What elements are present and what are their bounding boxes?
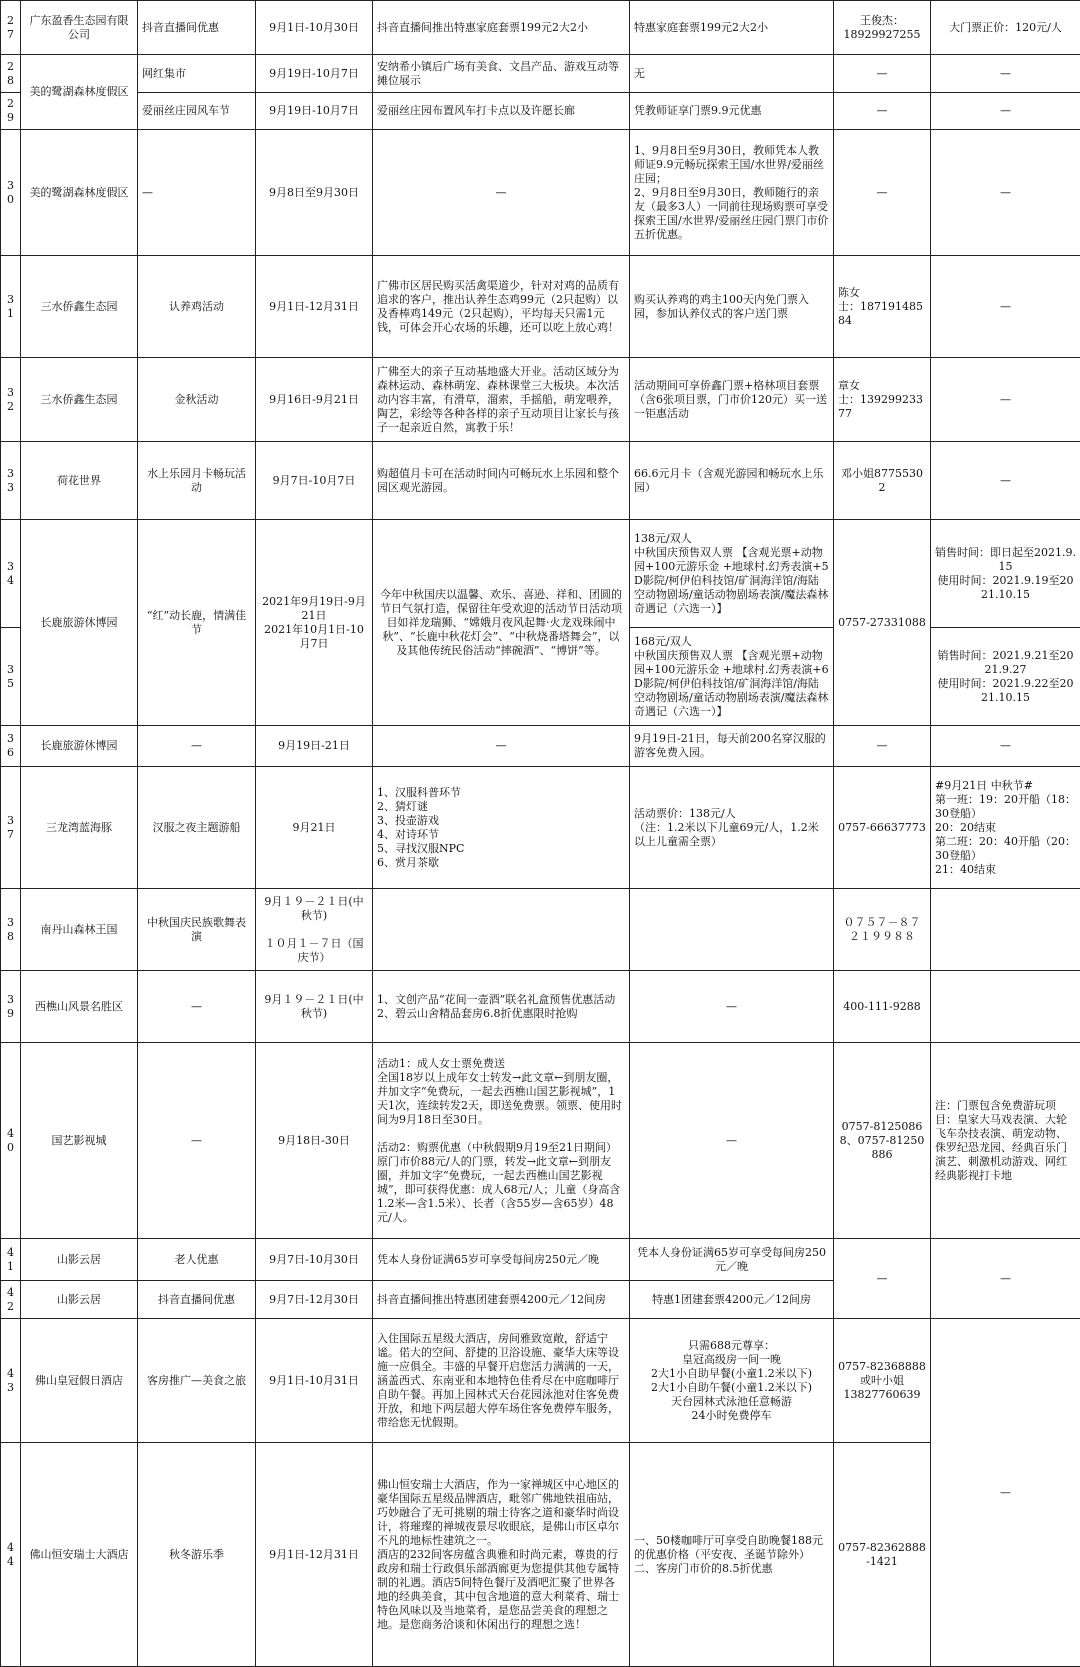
table-row [1,726,1080,767]
contact-cell: 章女 士：13929923377 [834,358,931,442]
content-cell: 1、文创产品“花间一壶酒”联名礼盒预售优惠活动 2、碧云山舍精品套房6.8折优惠限时抢购 [373,971,630,1043]
contact-cell: — [834,726,931,767]
offer-cell: — [630,971,834,1043]
row-number: 42 [1,1281,21,1319]
contact-cell: 陈女 士：18719148584 [834,256,931,358]
contact-cell: 0757-27331088 [834,520,931,726]
time-cell: 9月7日-12月30日 [256,1281,373,1319]
content-cell: 佛山恒安瑞士大酒店，作为一家禅城区中心地区的豪华国际五星级品牌酒店，毗邻广佛地铁祖庙站，巧妙融合了无可挑剔的瑞士待客之道和豪华时尚设计，将璀璨的禅城夜景尽收眼底，是佛山市区卓尔不凡的地标性建筑之一。 酒店的232间客房蕴含典雅和时尚元素，尊贵的行政房和瑞士行政俱乐部酒廊更为您提供其他专属特制的礼遇。酒店5间特色餐厅及酒吧汇聚了世界各地的经典美食，其中包含地道的意大利菜肴、瑞士特色风味以及当地菜肴，是您品尝美食的理想之地。是您商务洽谈和休闲出行的理想之选！ [373,1443,630,1667]
row-number: 35 [1,628,21,726]
venue-cell: 长鹿旅游休博园 [21,726,138,767]
table-row [1,130,1080,256]
time-cell: 2021年9月19日-9月21日 2021年10月1日-10月7日 [256,520,373,726]
venue-cell: 长鹿旅游休博园 [21,520,138,726]
offer-cell: 9月19日-21日，每天前200名穿汉服的游客免费入园。 [630,726,834,767]
offer-cell: 凭本人身份证满65岁可享受每间房250元／晚 [630,1239,834,1281]
note-cell: 销售时间：即日起至2021.9.15 使用时间：2021.9.19至2021.10.15 [931,520,1080,628]
note-cell: — [931,93,1080,130]
venue-cell: 南丹山森林王国 [21,889,138,971]
row-number: 27 [1,1,21,55]
contact-cell: — [834,93,931,130]
note-cell: — [931,55,1080,93]
row-number: 30 [1,130,21,256]
offer-cell: 一、50楼咖啡厅可享受自助晚餐188元的优惠价格（平安夜、圣诞节除外） 二、客房门市价的8.5折优惠 [630,1443,834,1667]
table-row [1,1,1080,55]
note-cell [931,971,1080,1043]
note-cell: 注：门票包含免费游玩项目：皇家大马戏表演、大轮飞车杂技表演、萌宠动物、侏罗纪恐龙园、经典百乐门演艺、刺激机动游戏、网红经典影视打卡地 [931,1043,1080,1239]
offer-cell: 只需688元尊享： 皇冠高级房一间一晚 2大1小自助早餐(小童1.2米以下) 2大1小自助午餐(小童1.2米以下) 天台园林式泳池任意畅游 24小时免费停车 [630,1319,834,1443]
note-cell: 大门票正价：120元/人 [931,1,1080,55]
content-cell: 入住国际五星级大酒店，房间雅致宽敞，舒适宁谧。偌大的空间、舒捷的卫浴设施、豪华大床等设施一应俱全。丰盛的早餐开启您活力满满的一天，涵盖西式、东南亚和本地特色佳肴尽在中庭咖啡厅自助午餐。再加上园林式天台花园泳池对住客免费开放，和地下两层超大停车场住客免费停车服务，带给您无忧假期。 [373,1319,630,1443]
offer-cell: 活动票价：138元/人 （注：1.2米以下儿童69元/人，1.2米以上儿童需全票） [630,767,834,889]
table-row [1,1239,1080,1281]
venue-cell: 三水侨鑫生态园 [21,256,138,358]
content-cell: 1、汉服科普环节 2、猜灯谜 3、投壶游戏 4、对诗环节 5、寻找汉服NPC 6、赏月茶歇 [373,767,630,889]
activity-cell: — [138,971,256,1043]
venue-cell: 山影云居 [21,1239,138,1281]
venue-cell: 美的鹭湖森林度假区 [21,55,138,130]
venue-cell: 西樵山风景名胜区 [21,971,138,1043]
table-row [1,889,1080,971]
activity-cell: 抖音直播间优惠 [138,1281,256,1319]
contact-cell: — [834,130,931,256]
row-number: 32 [1,358,21,442]
table-row [1,55,1080,93]
offer-cell: 活动期间可享侨鑫门票+格林项目套票（含6张项目票，门市价120元）买一送一钜惠活动 [630,358,834,442]
table-row [1,1043,1080,1239]
activity-cell: 水上乐园月卡畅玩活动 [138,442,256,520]
offer-cell: 66.6元月卡（含观光游园和畅玩水上乐园） [630,442,834,520]
time-cell: 9月１９－２１日(中秋节) [256,971,373,1043]
content-cell: 广佛市区居民购买活禽渠道少，针对对鸡的品质有追求的客户，推出认养生态鸡99元（2只起购）以及香棒鸡149元（2只起购），平均每天只需1元钱，可体会开心农场的乐趣，还可以吃上放心鸡！ [373,256,630,358]
row-number: 36 [1,726,21,767]
note-cell: — [931,256,1080,358]
table-row [1,767,1080,889]
contact-cell: 0757-66637773 [834,767,931,889]
contact-cell: 邓小姐87755302 [834,442,931,520]
time-cell: 9月1日-10月31日 [256,1319,373,1443]
contact-cell: — [834,55,931,93]
content-cell: 凭本人身份证满65岁可享受每间房250元／晚 [373,1239,630,1281]
content-cell: 广佛至大的亲子互动基地盛大开业。活动区域分为森林运动、森林萌宠、森林课堂三大板块。本次活动内容丰富，有滑草，溜索，手摇船，萌宠喂养，陶艺，彩绘等各种各样的亲子互动项目让家长与孩子一起亲近自然，寓教于乐！ [373,358,630,442]
offer-cell: 购买认养鸡的鸡主100天内免门票入园，参加认养仪式的客户送门票 [630,256,834,358]
venue-cell: 广东盈香生态园有限公司 [21,1,138,55]
time-cell: 9月19日-10月7日 [256,93,373,130]
row-number: 31 [1,256,21,358]
note-cell: — [931,1319,1080,1667]
table-row [1,1319,1080,1443]
venue-cell: 佛山皇冠假日酒店 [21,1319,138,1443]
time-cell: 9月1日-12月31日 [256,1443,373,1667]
content-cell: — [373,130,630,256]
note-cell: 销售时间：2021.9.21至2021.9.27 使用时间：2021.9.22至2021.10.15 [931,628,1080,726]
table-row [1,358,1080,442]
time-cell: 9月8日至9月30日 [256,130,373,256]
contact-cell: 0757-81250868、0757-81250886 [834,1043,931,1239]
contact-cell: — [834,1239,931,1319]
time-cell: 9月１９－２１日(中秋节) １０月１－７日（国庆节） [256,889,373,971]
content-cell: — [373,726,630,767]
time-cell: 9月16日-9月21日 [256,358,373,442]
note-cell: — [931,130,1080,256]
contact-cell: ０７５７－８７ ２１９９８８ [834,889,931,971]
content-cell: 爱丽丝庄园布置风车打卡点以及许愿长廊 [373,93,630,130]
row-number: 37 [1,767,21,889]
table-row [1,1443,1080,1667]
offer-cell: 138元/双人 中秋国庆预售双人票 【含观光票+动物园+100元游乐金 +地球村.幻秀表演+5D影院/柯伊伯科技馆/矿洞海洋馆/海陆空动物剧场/童话动物剧场表演/魔法森林奇遇记（六选一）】 [630,520,834,628]
contact-cell: 0757-82368888 或叶小姐 13827760639 [834,1319,931,1443]
offer-cell: 凭教师证享门票9.9元优惠 [630,93,834,130]
time-cell: 9月1日-12月31日 [256,256,373,358]
activity-cell: 爱丽丝庄园风车节 [138,93,256,130]
offer-cell: 1、9月8日至9月30日，教师凭本人教师证9.9元畅玩探索王国/水世界/爱丽丝庄园； 2、9月8日至9月30日，教师随行的亲友（最多3人）一同前往现场购票可享受探索王国/水世界/爱丽丝庄园门票门市价五折优惠。 [630,130,834,256]
offer-cell: 168元/双人 中秋国庆预售双人票 【含观光票+动物园+100元游乐金 +地球村.幻秀表演+6D影院/柯伊伯科技馆/矿洞海洋馆/海陆空动物剧场/童话动物剧场表演/魔法森林奇遇记（六选一）】 [630,628,834,726]
venue-cell: 美的鹭湖森林度假区 [21,130,138,256]
table-row [1,520,1080,628]
venue-cell: 荷花世界 [21,442,138,520]
venue-cell: 山影云居 [21,1281,138,1319]
row-number: 34 [1,520,21,628]
time-cell: 9月19日-10月7日 [256,55,373,93]
activity-cell: 认养鸡活动 [138,256,256,358]
contact-cell: 0757-82362888-1421 [834,1443,931,1667]
time-cell: 9月7日-10月7日 [256,442,373,520]
time-cell: 9月18日-30日 [256,1043,373,1239]
activity-cell: 金秋活动 [138,358,256,442]
content-cell: 抖音直播间推出特惠团建套票4200元／12间房 [373,1281,630,1319]
note-cell: — [931,1239,1080,1319]
activity-cell: “红”动长鹿，情满佳节 [138,520,256,726]
row-number: 40 [1,1043,21,1239]
row-number: 33 [1,442,21,520]
offer-cell: — [630,1043,834,1239]
table-row [1,93,1080,130]
time-cell: 9月19日-21日 [256,726,373,767]
row-number: 44 [1,1443,21,1667]
content-cell [373,889,630,971]
activity-cell: 客房推广—美食之旅 [138,1319,256,1443]
time-cell: 9月7日-10月30日 [256,1239,373,1281]
venue-cell: 三水侨鑫生态园 [21,358,138,442]
note-cell [931,889,1080,971]
activity-cell: — [138,1043,256,1239]
offer-cell: 特惠家庭套票199元2大2小 [630,1,834,55]
row-number: 38 [1,889,21,971]
activity-cell: 中秋国庆民族歌舞表演 [138,889,256,971]
contact-cell: 王俊杰： 18929927255 [834,1,931,55]
activity-cell: — [138,130,256,256]
activity-cell: 抖音直播间优惠 [138,1,256,55]
venue-cell: 国艺影视城 [21,1043,138,1239]
table-row [1,442,1080,520]
content-cell: 活动1：成人女士票免费送 全国18岁以上成年女士转发→此文章←到朋友圈，并加文字“免费玩，一起去西樵山国艺影视城”，1天1次，连续转发2天，即送免费票。领票、使用时间为9月18日至30日。 活动2：购票优惠（中秋假期9月19至21日期间）原门市价88元/人的门票，转发→此文章←到朋友圈，并加文字“免费玩，一起去西樵山国艺影视城”，即可获得优惠：成人68元/人；儿童（身高含1.2米—含1.5米）、长者（含55岁—含65岁）48元/人。 [373,1043,630,1239]
activity-cell: — [138,726,256,767]
row-number: 28 [1,55,21,93]
row-number: 41 [1,1239,21,1281]
row-number: 29 [1,93,21,130]
offer-cell: 特惠1团建套票4200元／12间房 [630,1281,834,1319]
venue-cell: 三龙湾蓝海豚 [21,767,138,889]
activity-cell: 秋冬游乐季 [138,1443,256,1667]
table-row [1,256,1080,358]
venue-cell: 佛山恒安瑞士大酒店 [21,1443,138,1667]
time-cell: 9月1日-10月30日 [256,1,373,55]
content-cell: 抖音直播间推出特惠家庭套票199元2大2小 [373,1,630,55]
offer-cell: 无 [630,55,834,93]
activity-cell: 网红集市 [138,55,256,93]
note-cell: — [931,358,1080,442]
row-number: 43 [1,1319,21,1443]
time-cell: 9月21日 [256,767,373,889]
content-cell: 安纳希小镇后广场有美食、文昌产品、游戏互动等摊位展示 [373,55,630,93]
activity-cell: 老人优惠 [138,1239,256,1281]
offer-cell [630,889,834,971]
note-cell: — [931,442,1080,520]
row-number: 39 [1,971,21,1043]
content-cell: 购超值月卡可在活动时间内可畅玩水上乐园和整个园区观光游园。 [373,442,630,520]
contact-cell: 400-111-9288 [834,971,931,1043]
note-cell: — [931,726,1080,767]
content-cell: 今年中秋国庆以温馨、欢乐、喜逊、祥和、团圆的节日气氛打造，保留往年受欢迎的活动节日活动项目如祥龙瑞狮、“嫦娥月夜风起舞·火龙戏珠闹中秋”、“长鹿中秋花灯会”、“中秋烧番塔舞会”，以及其他传统民俗活动“摔碗酒”、“博饼”等。 [373,520,630,726]
note-cell: #9月21日 中秋节# 第一班：19：20开船（18：30登船） 20：20结束 第二班：20：40开船（20：30登船） 21：40结束 [931,767,1080,889]
activity-cell: 汉服之夜主题游船 [138,767,256,889]
table-row [1,971,1080,1043]
